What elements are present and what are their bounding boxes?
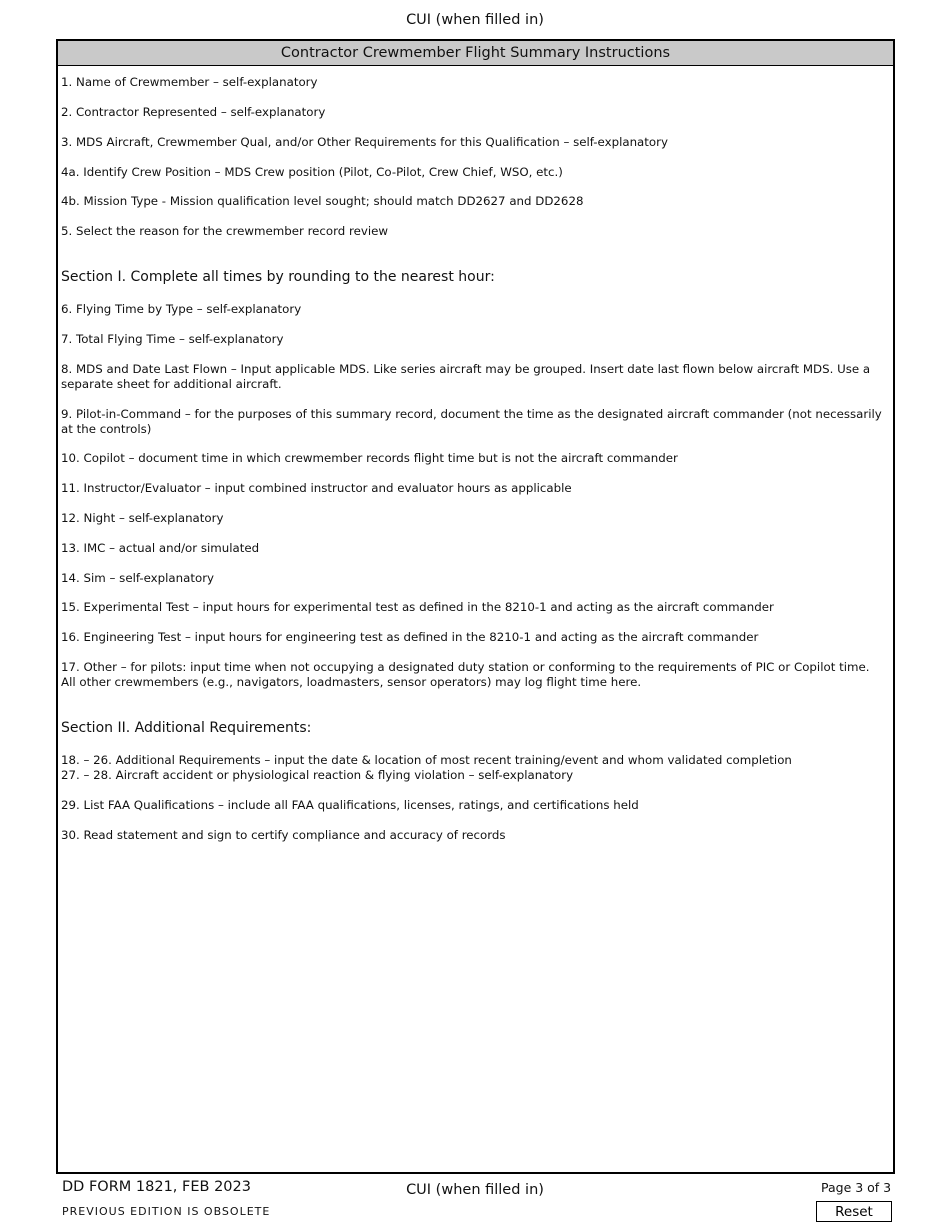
reset-button[interactable]: Reset	[816, 1201, 892, 1222]
instruction-item-12: 12. Night – self-explanatory	[61, 511, 224, 525]
instruction-item-14: 14. Sim – self-explanatory	[61, 571, 215, 585]
instruction-item-30: 30. Read statement and sign to certify compliance and accuracy of records	[61, 828, 506, 842]
form-title: Contractor Crewmember Flight Summary Instructions	[58, 41, 893, 66]
instruction-item-13: 13. IMC – actual and/or simulated	[61, 541, 260, 555]
instruction-item-2: 2. Contractor Represented – self-explanatory	[61, 105, 326, 119]
instruction-item-11: 11. Instructor/Evaluator – input combined instructor and evaluator hours as applicable	[61, 481, 572, 495]
page-number: Page 3 of 3	[821, 1180, 892, 1195]
instruction-item-27-28: 27. – 28. Aircraft accident or physiological reaction & flying violation – self-explanatory	[61, 768, 574, 782]
instruction-item-6: 6. Flying Time by Type – self-explanatory	[61, 302, 302, 316]
cui-footer: CUI (when filled in)	[406, 1182, 544, 1198]
form-id: DD FORM 1821, FEB 2023	[62, 1179, 251, 1195]
section-2-heading: Section II. Additional Requirements:	[61, 720, 312, 736]
instruction-item-8: 8. MDS and Date Last Flown – Input applicable MDS. Like series aircraft may be grouped. Insert date last flown below aircraft MDS. Use a separate sheet for additional aircraft.	[61, 362, 871, 391]
instruction-item-15: 15. Experimental Test – input hours for experimental test as defined in the 8210-1 and acting as the aircraft commander	[61, 600, 774, 614]
instruction-item-17: 17. Other – for pilots: input time when not occupying a designated duty station or conforming to the requirements of PIC or Copilot time. All other crewmembers (e.g., navigators, loadmasters, sensor operators) may log flight time here.	[61, 660, 870, 689]
instruction-item-4a: 4a. Identify Crew Position – MDS Crew position (Pilot, Co-Pilot, Crew Chief, WSO, etc.)	[61, 165, 563, 179]
instruction-item-16: 16. Engineering Test – input hours for engineering test as defined in the 8210-1 and acting as the aircraft commander	[61, 630, 759, 644]
instruction-item-1: 1. Name of Crewmember – self-explanatory	[61, 75, 318, 89]
section-1-heading: Section I. Complete all times by rounding to the nearest hour:	[61, 269, 495, 285]
instruction-item-10: 10. Copilot – document time in which crewmember records flight time but is not the aircraft commander	[61, 451, 678, 465]
instruction-item-18-26: 18. – 26. Additional Requirements – input the date & location of most recent training/event and whom validated completion	[61, 753, 792, 767]
instruction-item-5: 5. Select the reason for the crewmember record review	[61, 224, 389, 238]
cui-header: CUI (when filled in)	[406, 12, 544, 28]
instruction-item-29: 29. List FAA Qualifications – include all FAA qualifications, licenses, ratings, and certifications held	[61, 798, 639, 812]
instructions-box	[56, 39, 895, 1174]
instruction-item-3: 3. MDS Aircraft, Crewmember Qual, and/or Other Requirements for this Qualification – self-explanatory	[61, 135, 668, 149]
instruction-item-7: 7. Total Flying Time – self-explanatory	[61, 332, 284, 346]
instruction-item-9: 9. Pilot-in-Command – for the purposes of this summary record, document the time as the designated aircraft commander (not necessarily at the controls)	[61, 407, 882, 436]
instruction-item-4b: 4b. Mission Type - Mission qualification level sought; should match DD2627 and DD2628	[61, 194, 584, 208]
previous-edition-note: PREVIOUS EDITION IS OBSOLETE	[62, 1205, 271, 1218]
